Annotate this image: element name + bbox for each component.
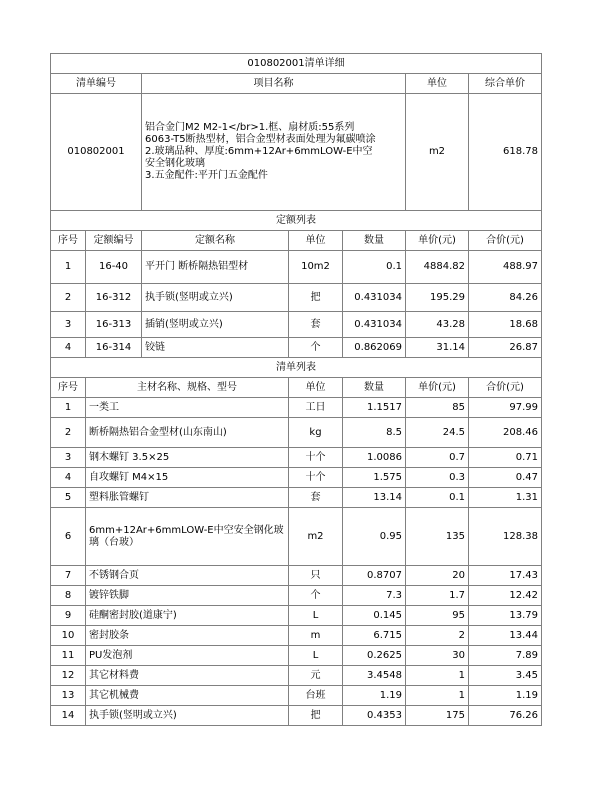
material-name: 一类工 <box>86 398 289 418</box>
quota-quantity: 0.431034 <box>343 312 406 338</box>
material-unit-price: 1.7 <box>406 586 469 606</box>
material-name: 塑料胀管螺钉 <box>86 488 289 508</box>
material-row <box>51 448 542 468</box>
material-row <box>51 468 542 488</box>
material-total: 0.47 <box>469 468 542 488</box>
material-unit-price: 0.1 <box>406 488 469 508</box>
item-name-line: 6063-T5断热型材，铝合金型材表面处理为氟碳喷涂 <box>145 134 376 145</box>
material-row <box>51 418 542 448</box>
quota-row <box>51 251 542 284</box>
quota-unit: 把 <box>289 284 343 312</box>
material-unit: 十个 <box>289 448 343 468</box>
material-total: 0.71 <box>469 448 542 468</box>
quota-row <box>51 312 542 338</box>
quota-name: 插销(竖明或立兴) <box>142 312 289 338</box>
material-row <box>51 686 542 706</box>
material-unit: 元 <box>289 666 343 686</box>
material-unit: 台班 <box>289 686 343 706</box>
quota-total: 84.26 <box>469 284 542 312</box>
material-unit-price: 20 <box>406 566 469 586</box>
material-name: 6mm+12Ar+6mmLOW-E中空安全钢化玻璃（台玻） <box>86 508 289 566</box>
material-unit: 把 <box>289 706 343 726</box>
quota-code: 16-314 <box>86 338 142 358</box>
item-unit: m2 <box>406 94 469 211</box>
material-row <box>51 566 542 586</box>
material-quantity: 6.715 <box>343 626 406 646</box>
table-body <box>51 54 542 726</box>
material-name: 其它材料费 <box>86 666 289 686</box>
quota-unit: 10m2 <box>289 251 343 284</box>
quota-header-cell: 合价(元) <box>469 231 542 251</box>
material-total: 13.44 <box>469 626 542 646</box>
material-unit-price: 1 <box>406 666 469 686</box>
material-index: 10 <box>51 626 86 646</box>
material-index: 14 <box>51 706 86 726</box>
quota-row <box>51 284 542 312</box>
material-quantity: 0.145 <box>343 606 406 626</box>
material-index: 1 <box>51 398 86 418</box>
quota-unit: 套 <box>289 312 343 338</box>
materials-header-cell: 数量 <box>343 378 406 398</box>
quota-index: 3 <box>51 312 86 338</box>
material-unit-price: 95 <box>406 606 469 626</box>
quota-unit-price: 43.28 <box>406 312 469 338</box>
quota-quantity: 0.1 <box>343 251 406 284</box>
item-price: 618.78 <box>469 94 542 211</box>
material-name: 镀锌铁脚 <box>86 586 289 606</box>
material-index: 8 <box>51 586 86 606</box>
material-quantity: 1.575 <box>343 468 406 488</box>
material-name: 不锈钢合页 <box>86 566 289 586</box>
quota-code: 16-312 <box>86 284 142 312</box>
item-name-line: 3.五金配件:平开门五金配件 <box>145 170 268 181</box>
material-unit-price: 2 <box>406 626 469 646</box>
materials-header-cell: 主材名称、规格、型号 <box>86 378 289 398</box>
materials-section-title: 清单列表 <box>51 358 542 378</box>
material-total: 12.42 <box>469 586 542 606</box>
material-unit: m2 <box>289 508 343 566</box>
material-total: 13.79 <box>469 606 542 626</box>
material-name: 执手锁(竖明或立兴) <box>86 706 289 726</box>
material-quantity: 0.4353 <box>343 706 406 726</box>
material-total: 3.45 <box>469 666 542 686</box>
quota-total: 488.97 <box>469 251 542 284</box>
material-quantity: 1.0086 <box>343 448 406 468</box>
material-row <box>51 646 542 666</box>
material-row <box>51 706 542 726</box>
material-row <box>51 398 542 418</box>
material-quantity: 0.8707 <box>343 566 406 586</box>
quota-name: 执手锁(竖明或立兴) <box>142 284 289 312</box>
material-unit: 套 <box>289 488 343 508</box>
material-index: 11 <box>51 646 86 666</box>
quota-section-title: 定额列表 <box>51 211 542 231</box>
material-name: 自攻螺钉 M4×15 <box>86 468 289 488</box>
material-total: 208.46 <box>469 418 542 448</box>
quota-unit: 个 <box>289 338 343 358</box>
quota-unit-price: 4884.82 <box>406 251 469 284</box>
header-code: 清单编号 <box>51 74 142 94</box>
material-row <box>51 666 542 686</box>
quota-header-cell: 定额编号 <box>86 231 142 251</box>
materials-header-cell: 序号 <box>51 378 86 398</box>
material-unit-price: 30 <box>406 646 469 666</box>
material-unit: m <box>289 626 343 646</box>
material-unit-price: 0.7 <box>406 448 469 468</box>
material-index: 7 <box>51 566 86 586</box>
material-total: 76.26 <box>469 706 542 726</box>
material-row <box>51 606 542 626</box>
material-index: 6 <box>51 508 86 566</box>
material-index: 12 <box>51 666 86 686</box>
material-quantity: 3.4548 <box>343 666 406 686</box>
material-row <box>51 508 542 566</box>
material-unit-price: 1 <box>406 686 469 706</box>
material-unit: L <box>289 646 343 666</box>
material-unit: 工日 <box>289 398 343 418</box>
material-name: 钢木螺钉 3.5×25 <box>86 448 289 468</box>
material-total: 7.89 <box>469 646 542 666</box>
materials-title-row <box>51 358 542 378</box>
material-quantity: 8.5 <box>343 418 406 448</box>
quota-quantity: 0.431034 <box>343 284 406 312</box>
quota-header-cell: 数量 <box>343 231 406 251</box>
material-quantity: 13.14 <box>343 488 406 508</box>
material-unit-price: 175 <box>406 706 469 726</box>
quota-total: 26.87 <box>469 338 542 358</box>
material-index: 13 <box>51 686 86 706</box>
material-index: 2 <box>51 418 86 448</box>
material-quantity: 0.95 <box>343 508 406 566</box>
page-title: 010802001清单详细 <box>51 54 542 74</box>
item-name-line: 铝合金门M2 M2-1</br>1.框、扇材质:55系列 <box>145 122 355 133</box>
material-quantity: 7.3 <box>343 586 406 606</box>
material-index: 9 <box>51 606 86 626</box>
material-total: 1.19 <box>469 686 542 706</box>
material-unit-price: 85 <box>406 398 469 418</box>
quota-header-cell: 序号 <box>51 231 86 251</box>
material-total: 97.99 <box>469 398 542 418</box>
quota-index: 1 <box>51 251 86 284</box>
material-row <box>51 586 542 606</box>
materials-header-cell: 单位 <box>289 378 343 398</box>
quota-header-cell: 单位 <box>289 231 343 251</box>
bill-detail-table <box>50 53 542 726</box>
quota-quantity: 0.862069 <box>343 338 406 358</box>
materials-header-cell: 单价(元) <box>406 378 469 398</box>
material-index: 3 <box>51 448 86 468</box>
material-unit: kg <box>289 418 343 448</box>
material-index: 5 <box>51 488 86 508</box>
material-name: 密封胶条 <box>86 626 289 646</box>
material-index: 4 <box>51 468 86 488</box>
material-total: 128.38 <box>469 508 542 566</box>
quota-index: 4 <box>51 338 86 358</box>
material-unit: 十个 <box>289 468 343 488</box>
material-unit: 个 <box>289 586 343 606</box>
quota-header-cell: 单价(元) <box>406 231 469 251</box>
quota-total: 18.68 <box>469 312 542 338</box>
material-quantity: 0.2625 <box>343 646 406 666</box>
material-quantity: 1.19 <box>343 686 406 706</box>
material-total: 1.31 <box>469 488 542 508</box>
material-unit-price: 24.5 <box>406 418 469 448</box>
item-name-line: 安全钢化玻璃 <box>145 158 205 169</box>
material-name: 硅酮密封胶(道康宁) <box>86 606 289 626</box>
quota-name: 铰链 <box>142 338 289 358</box>
header-unit: 单位 <box>406 74 469 94</box>
item-name <box>142 94 406 211</box>
quota-unit-price: 195.29 <box>406 284 469 312</box>
quota-code: 16-40 <box>86 251 142 284</box>
material-row <box>51 626 542 646</box>
material-quantity: 1.1517 <box>343 398 406 418</box>
material-total: 17.43 <box>469 566 542 586</box>
material-row <box>51 488 542 508</box>
material-name: 断桥隔热铝合金型材(山东南山) <box>86 418 289 448</box>
item-code: 010802001 <box>51 94 142 211</box>
material-unit-price: 0.3 <box>406 468 469 488</box>
item-name-line: 2.玻璃品种、厚度:6mm+12Ar+6mmLOW-E中空 <box>145 146 373 157</box>
material-name: PU发泡剂 <box>86 646 289 666</box>
quota-code: 16-313 <box>86 312 142 338</box>
quota-unit-price: 31.14 <box>406 338 469 358</box>
materials-header-cell: 合价(元) <box>469 378 542 398</box>
material-name: 其它机械费 <box>86 686 289 706</box>
quota-index: 2 <box>51 284 86 312</box>
header-name: 项目名称 <box>142 74 406 94</box>
quota-name: 平开门 断桥隔热铝型材 <box>142 251 289 284</box>
materials-header-row <box>51 378 542 398</box>
material-unit-price: 135 <box>406 508 469 566</box>
material-unit: L <box>289 606 343 626</box>
quota-header-cell: 定额名称 <box>142 231 289 251</box>
quota-row <box>51 338 542 358</box>
material-unit: 只 <box>289 566 343 586</box>
header-price: 综合单价 <box>469 74 542 94</box>
